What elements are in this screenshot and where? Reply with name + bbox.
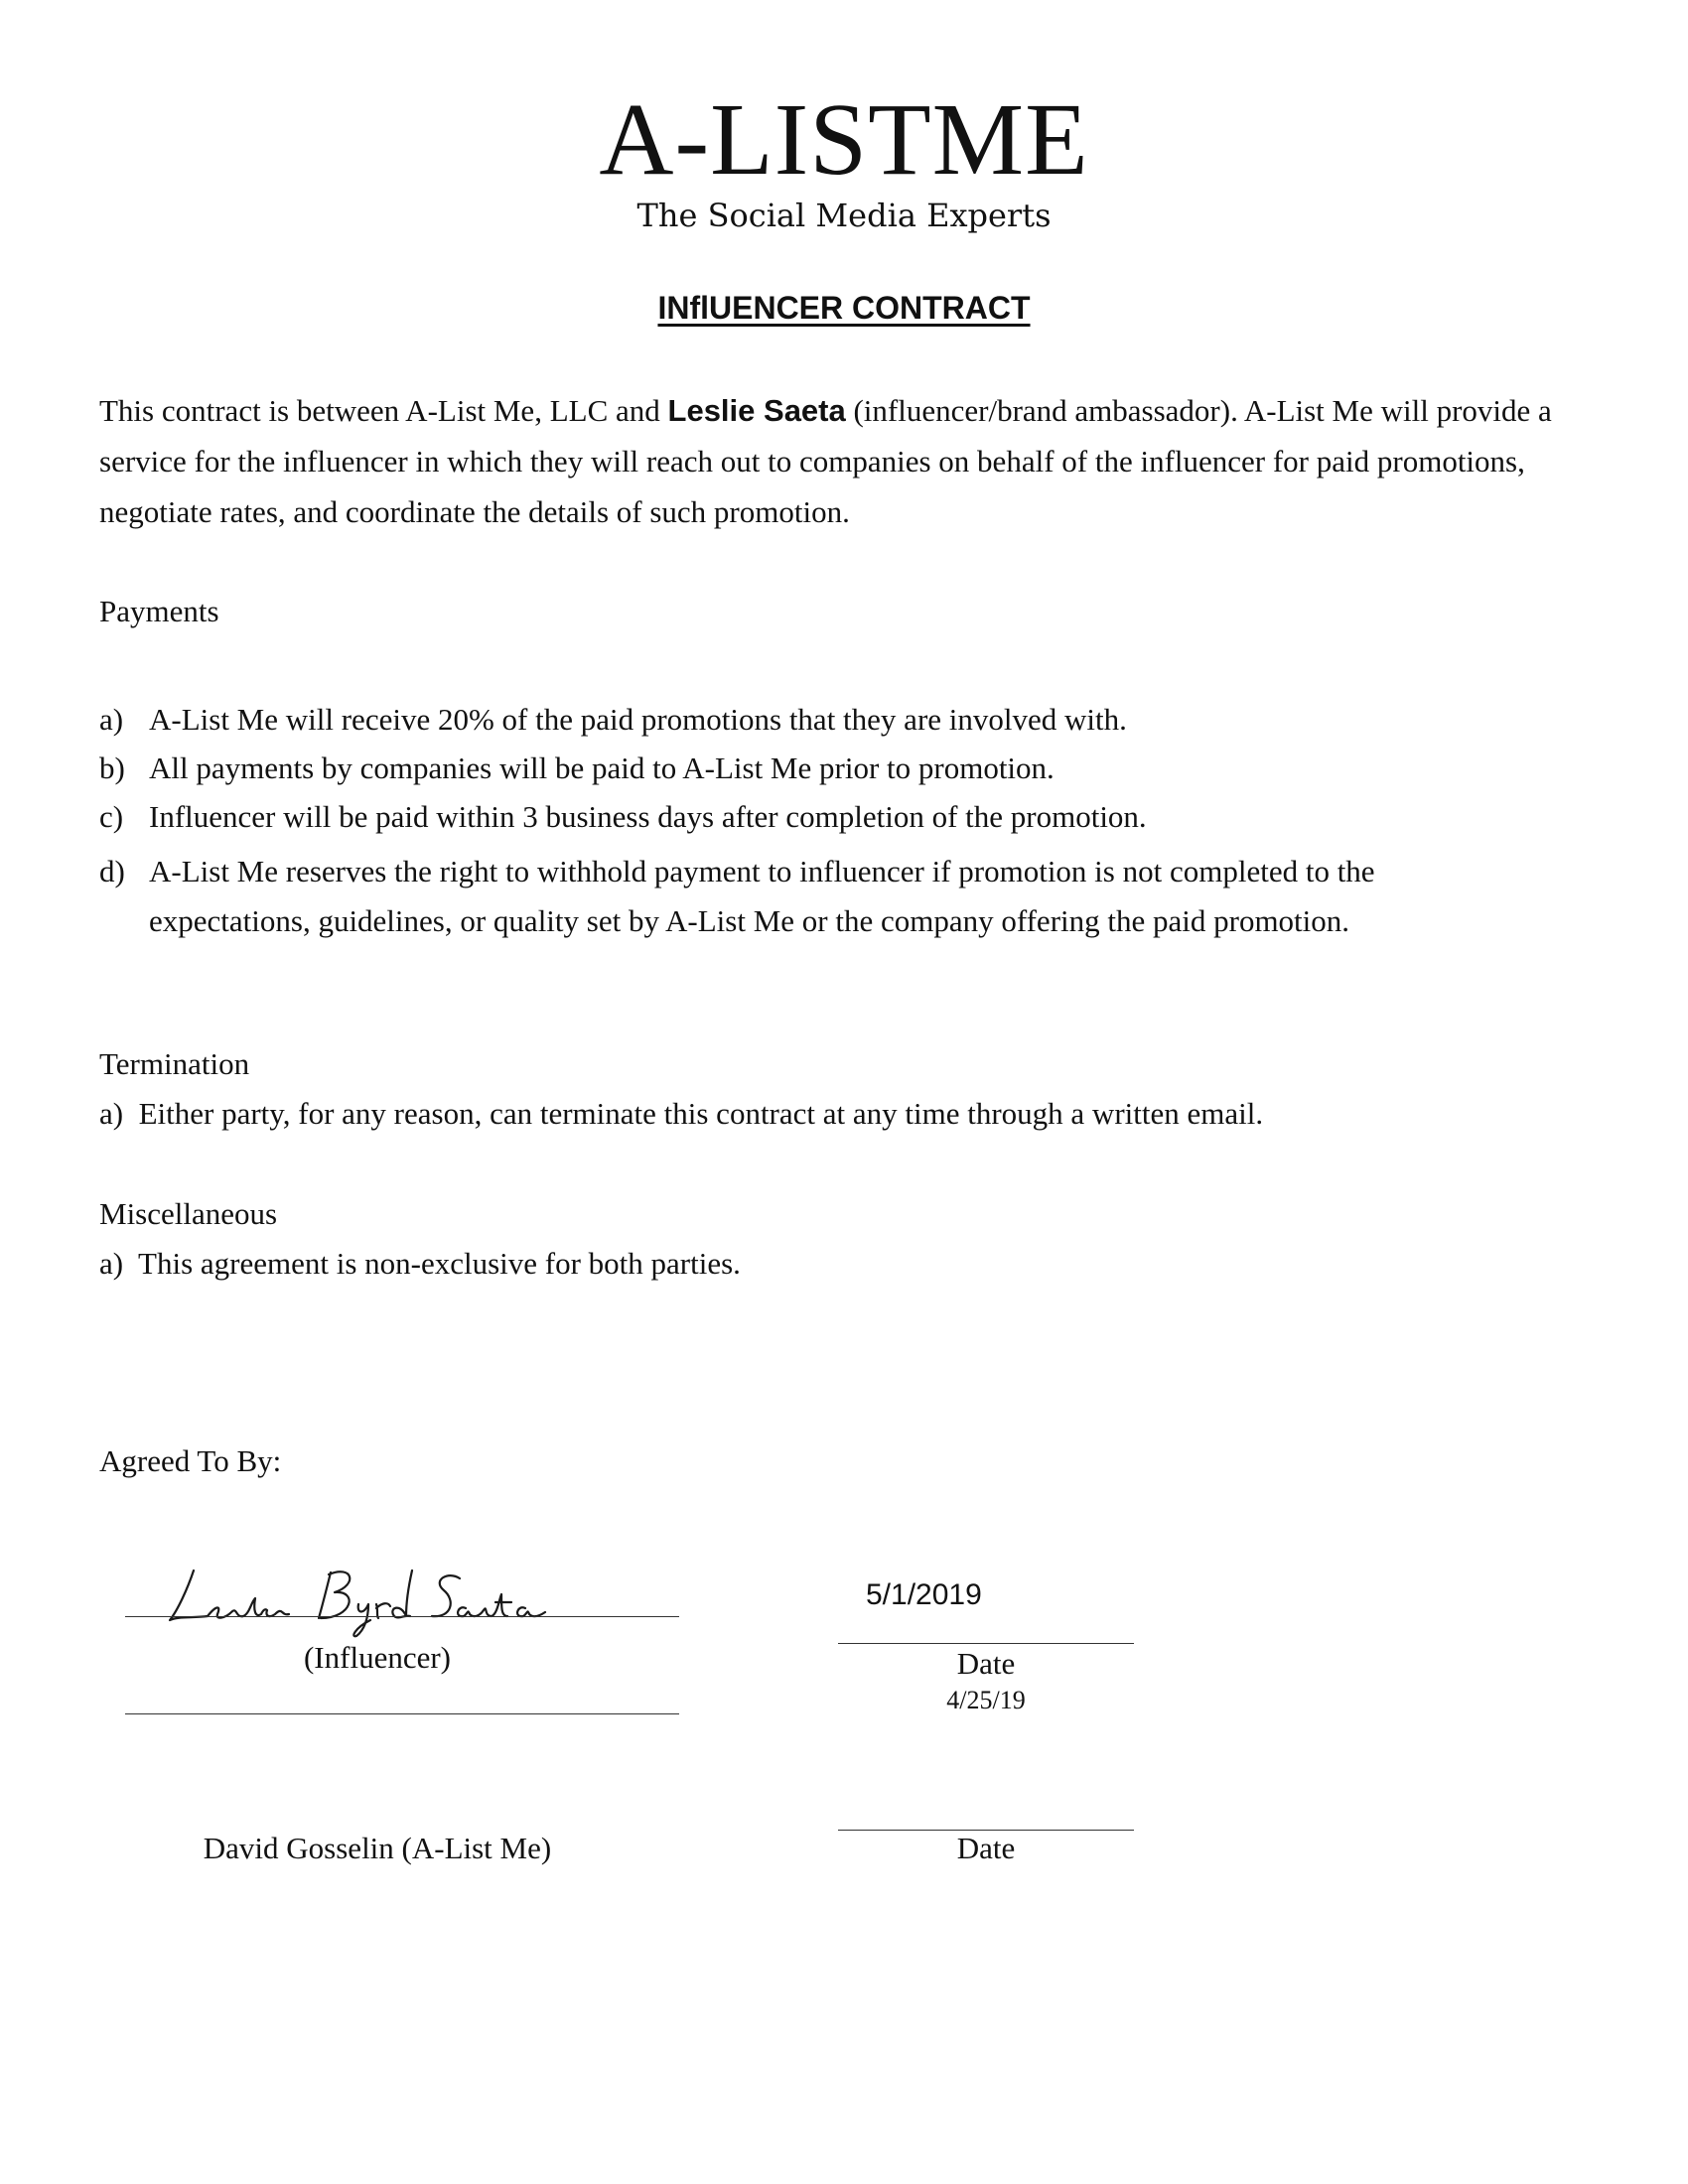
brand-logo-text: A-LISTME	[599, 82, 1089, 197]
termination-item: a) Either party, for any reason, can terminate this contract at any time through a written email.	[99, 1096, 1264, 1131]
list-marker: c)	[99, 799, 124, 834]
termination-heading: Termination	[99, 1046, 250, 1081]
intro-text-before: This contract is between A-List Me, LLC and	[99, 393, 668, 428]
list-item-text: A-List Me will receive 20% of the paid promotions that they are involved with.	[149, 702, 1127, 737]
influencer-signature	[164, 1559, 581, 1638]
list-marker: a)	[99, 702, 124, 737]
document-title: INflUENCER CONTRACT	[657, 290, 1031, 326]
brand-tagline: The Social Media Experts	[636, 197, 1052, 234]
influencer-role-label: (Influencer)	[303, 1640, 451, 1675]
list-marker: b)	[99, 751, 125, 785]
payments-heading: Payments	[99, 594, 219, 628]
list-item-text: All payments by companies will be paid to A-List Me prior to promotion.	[149, 751, 1055, 785]
list-item-text: Influencer will be paid within 3 business days after completion of the promotion.	[149, 799, 1147, 834]
list-item-text: A-List Me reserves the right to withhold payment to influencer if promotion is not completed to the expectations, guidelines, or quality set by A-List Me or the company offering the paid promotion.	[149, 854, 1375, 938]
agreed-to-by-label: Agreed To By:	[99, 1443, 282, 1478]
misc-heading: Miscellaneous	[99, 1196, 278, 1231]
misc-item: a) This agreement is non-exclusive for both parties.	[99, 1246, 741, 1281]
influencer-name: Leslie Saeta	[667, 393, 846, 428]
influencer-sign-date: 5/1/2019	[866, 1578, 982, 1611]
date-label: Date	[956, 1831, 1016, 1865]
intro-paragraph	[99, 385, 1599, 537]
date-label: Date	[956, 1646, 1016, 1681]
company-signature-line	[125, 1713, 679, 1714]
intro-text-after: (influencer/brand ambassador). A-List Me will provide a service for the influencer in which they will reach out to companies on behalf of the influencer for paid promotions, negotiate rates, and coordinate the details of such promotion.	[99, 393, 1552, 529]
influencer-signature-line	[125, 1616, 679, 1617]
company-sign-date: 4/25/19	[946, 1686, 1026, 1714]
list-marker: d)	[99, 854, 125, 888]
company-signer-label: David Gosselin (A-List Me)	[203, 1831, 552, 1865]
payment-item	[99, 847, 1539, 956]
